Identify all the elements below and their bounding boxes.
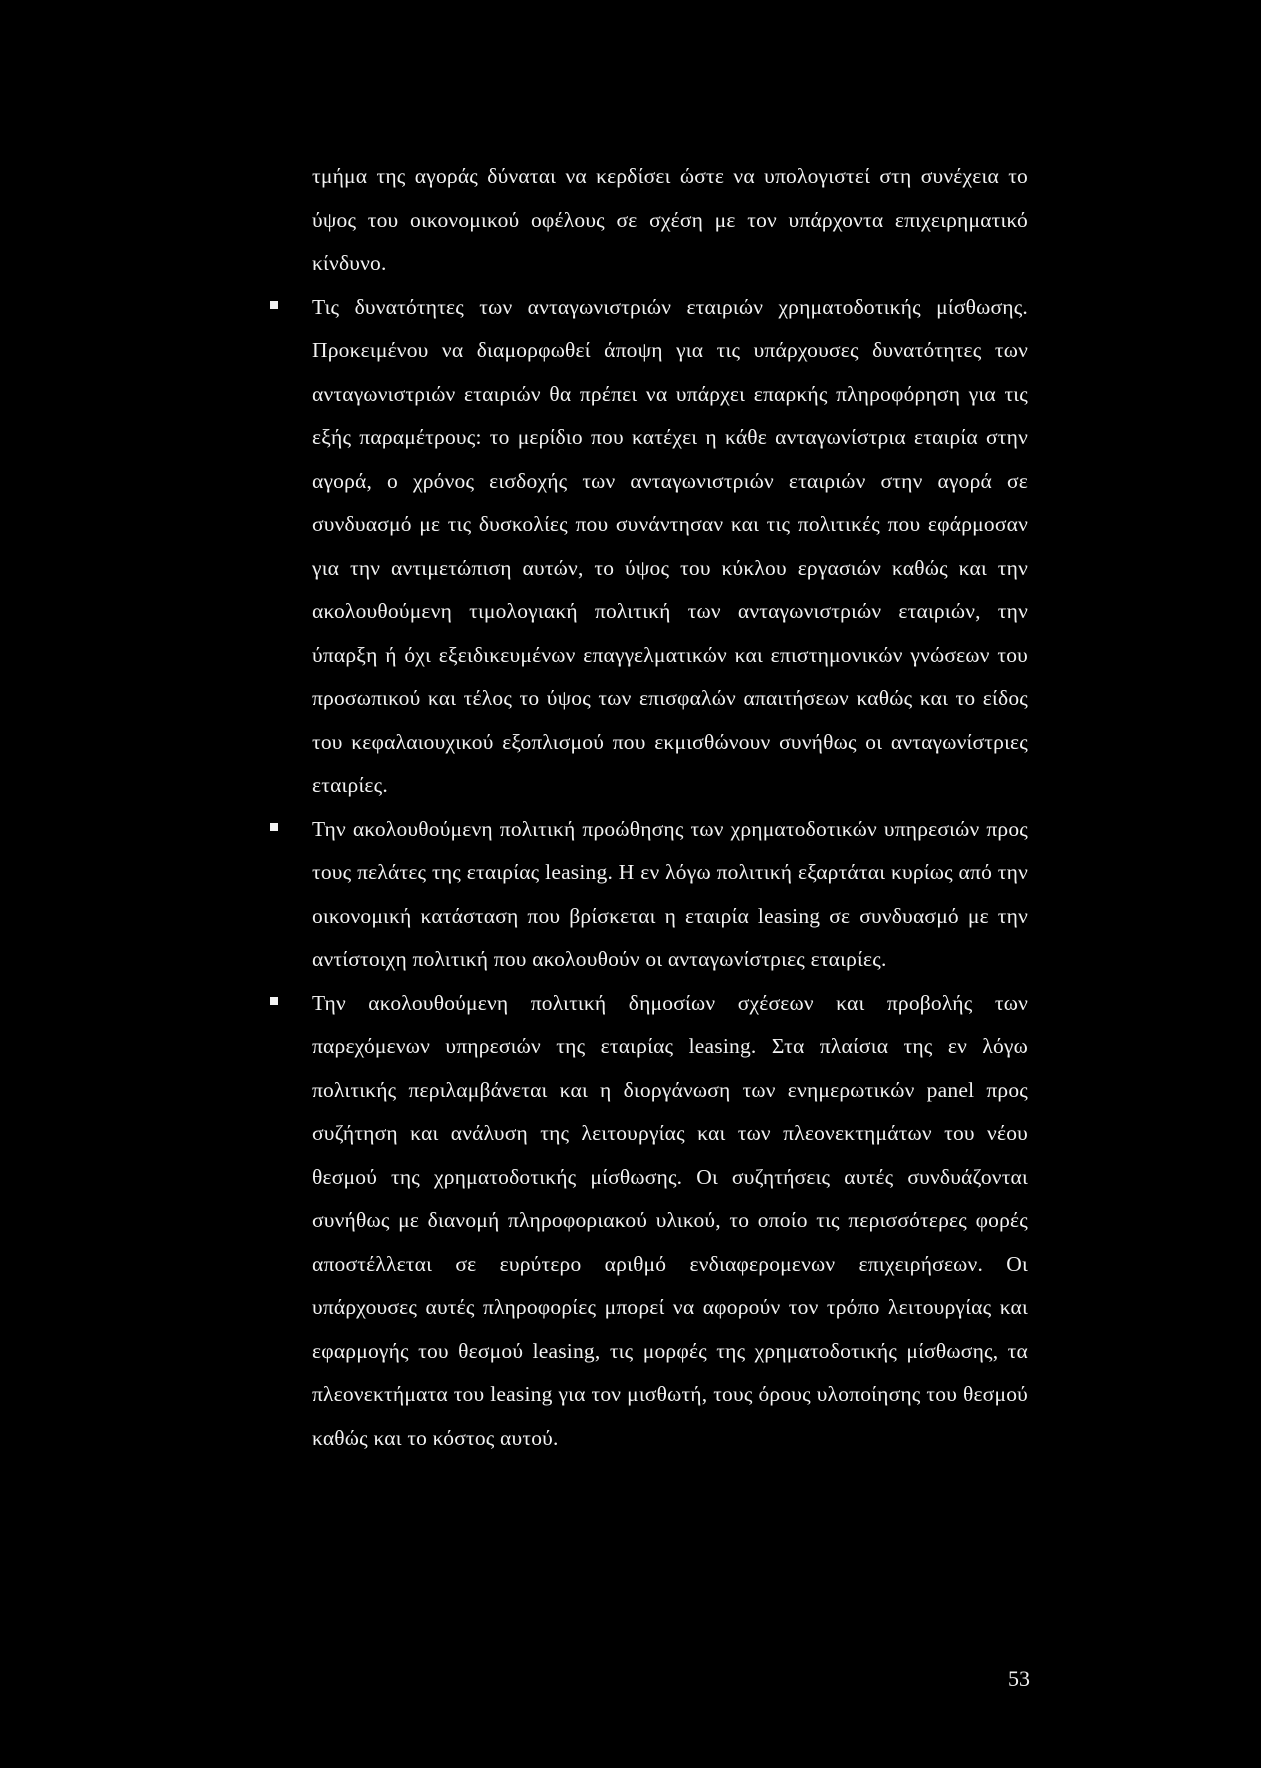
square-bullet-icon: [270, 808, 280, 852]
continuation-paragraph: τμήμα της αγοράς δύναται να κερδίσει ώστε να υπολογιστεί στη συνέχεια το ύψος του οικονομικού οφέλους σε σχέση με τον υπάρχοντα επιχειρηματικό κίνδυνο.: [312, 164, 1028, 275]
bullet-text: Τις δυνατότητες των ανταγωνιστριών εταιριών χρηματοδοτικής μίσθωσης. Προκειμένου να διαμορφωθεί άποψη για τις υπάρχουσες δυνατότητες των ανταγωνιστριών εταιριών θα πρέπει να υπάρχει επαρκής πληροφόρηση για τις εξής παραμέτρους: το μερίδιο που κατέχει η κάθε ανταγωνίστρια εταιρία στην αγορά, ο χρόνος εισδοχής των ανταγωνιστριών εταιριών στην αγορά σε συνδυασμό με τις δυσκολίες που συνάντησαν και τις πολιτικές που εφάρμοσαν για την αντιμετώπιση αυτών, το ύψος του κύκλου εργασιών καθώς και την ακολουθούμενη τιμολογιακή πολιτική των ανταγωνιστριών εταιριών, την ύπαρξη ή όχι εξειδικευμένων επαγγελματικών και επιστημονικών γνώσεων του προσωπικού και τέλος το ύψος των επισφαλών απαιτήσεων καθώς και το είδος του κεφαλαιουχικού εξοπλισμού που εκμισθώνουν συνήθως οι ανταγωνίστριες εταιρίες.: [312, 294, 1028, 797]
square-bullet-icon: [270, 982, 280, 1026]
body-text: [312, 155, 1028, 1460]
bullet-text: Την ακολουθούμενη πολιτική προώθησης των χρηματοδοτικών υπηρεσιών προς τους πελάτες της εταιρίας leasing. Η εν λόγω πολιτική εξαρτάται κυρίως από την οικονομική κατάσταση που βρίσκεται η εταιρία leasing σε συνδυασμό με την αντίστοιχη πολιτική που ακολουθούν οι ανταγωνίστριες εταιρίες.: [312, 816, 1028, 971]
bullet-text: Την ακολουθούμενη πολιτική δημοσίων σχέσεων και προβολής των παρεχόμενων υπηρεσιών της εταιρίας leasing. Στα πλαίσια της εν λόγω πολιτικής περιλαμβάνεται και η διοργάνωση των ενημερωτικών panel προς συζήτηση και ανάλυση της λειτουργίας και των πλεονεκτημάτων του νέου θεσμού της χρηματοδοτικής μίσθωσης. Οι συζητήσεις αυτές συνδυάζονται συνήθως με διανομή πληροφοριακού υλικού, το οποίο τις περισσότερες φορές αποστέλλεται σε ευρύτερο αριθμό ενδιαφερομενων επιχειρήσεων. Οι υπάρχουσες αυτές πληροφορίες μπορεί να αφορούν τον τρόπο λειτουργίας και εφαρμογής του θεσμού leasing, τις μορφές της χρηματοδοτικής μίσθωσης, τα πλεονεκτήματα του leasing για τον μισθωτή, τους όρους υλοποίησης του θεσμού καθώς και το κόστος αυτού.: [312, 990, 1028, 1450]
bullet-item-promotion-policy: [312, 808, 1028, 982]
square-bullet-icon: [270, 286, 280, 330]
bullet-item-public-relations: [312, 982, 1028, 1461]
page-number: 53: [1008, 1666, 1030, 1691]
bullet-item-competitors: [312, 286, 1028, 808]
